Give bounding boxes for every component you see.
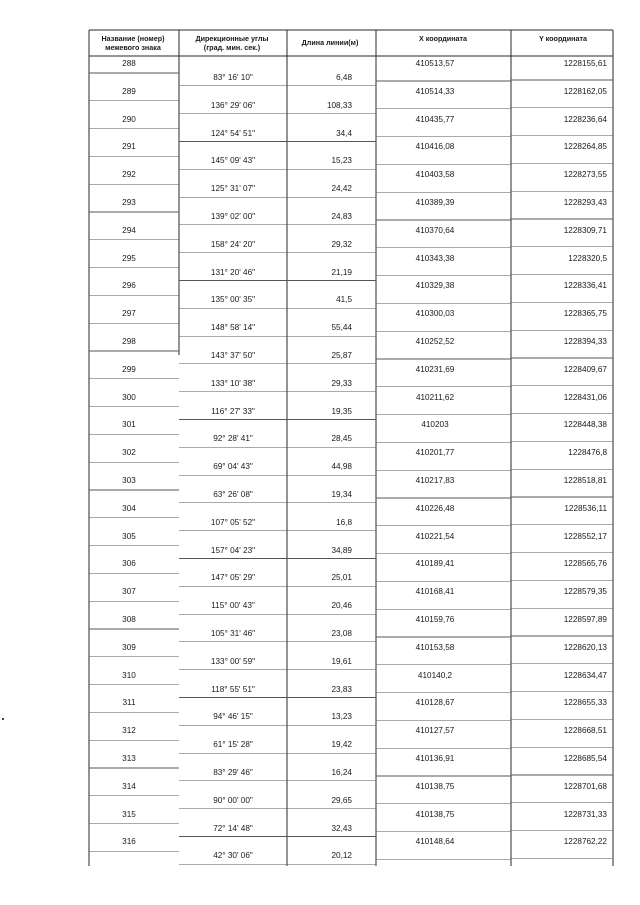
point-name: 304 bbox=[122, 503, 136, 513]
x-coordinate: 410159,76 bbox=[415, 615, 455, 624]
point-name: 295 bbox=[122, 253, 136, 263]
x-coordinate: 410148,64 bbox=[415, 837, 455, 847]
x-coordinate: 410153,58 bbox=[415, 642, 455, 652]
header-line-length: Длина линии(м) bbox=[301, 38, 359, 47]
x-coordinate: 410389,39 bbox=[415, 198, 455, 207]
line-length: 41,5 bbox=[336, 295, 352, 305]
direction-angle: 125° 31' 07" bbox=[210, 184, 256, 194]
point-name: 290 bbox=[122, 114, 136, 124]
y-coordinate: 1228336,41 bbox=[563, 281, 607, 291]
header-direction-angle: Дирекционные углы (град. мин. сек.) bbox=[195, 34, 269, 52]
direction-angle: 107° 05' 52" bbox=[210, 517, 256, 527]
direction-angle: 131° 20' 46" bbox=[210, 267, 256, 277]
point-name: 296 bbox=[122, 281, 136, 291]
direction-angle: 139° 02' 00" bbox=[210, 211, 256, 221]
y-coordinate: 1228273,55 bbox=[563, 170, 607, 180]
x-coordinate: 410217,83 bbox=[415, 476, 455, 485]
y-coordinate: 1228264,85 bbox=[563, 142, 607, 152]
y-coordinate: 1228293,43 bbox=[563, 198, 607, 207]
x-coordinate: 410416,08 bbox=[415, 142, 455, 152]
line-length: 23,08 bbox=[331, 628, 352, 638]
x-coordinate: 410329,38 bbox=[415, 281, 455, 291]
y-coordinate: 1228668,51 bbox=[563, 726, 607, 736]
point-name: 293 bbox=[122, 198, 136, 207]
line-length: 19,42 bbox=[331, 740, 352, 750]
point-name: 291 bbox=[122, 142, 136, 152]
x-coordinate: 410403,58 bbox=[415, 170, 455, 180]
point-name: 310 bbox=[122, 670, 136, 680]
x-coordinate: 410300,03 bbox=[415, 309, 455, 319]
y-coordinate: 1228155,61 bbox=[563, 59, 607, 68]
x-coordinate: 410343,38 bbox=[415, 253, 455, 263]
x-coordinate: 410226,48 bbox=[415, 503, 455, 513]
point-name: 316 bbox=[122, 837, 136, 847]
y-coordinate: 1228731,33 bbox=[563, 809, 607, 819]
x-coordinate: 410138,75 bbox=[415, 781, 455, 791]
point-name: 303 bbox=[122, 476, 136, 485]
line-length: 29,32 bbox=[331, 239, 352, 249]
y-coordinate: 1228365,75 bbox=[563, 309, 607, 319]
direction-angle: 124° 54' 51" bbox=[210, 128, 256, 138]
direction-angle: 136° 29' 06" bbox=[210, 100, 256, 110]
y-coordinate: 1228552,17 bbox=[563, 531, 607, 541]
direction-angle: 158° 24' 20" bbox=[210, 239, 256, 249]
y-coordinate: 1228762,22 bbox=[563, 837, 607, 847]
y-coordinate: 1228597,89 bbox=[563, 615, 607, 624]
point-name: 311 bbox=[122, 698, 136, 708]
x-coordinate: 410203 bbox=[421, 420, 449, 430]
x-coordinate: 410435,77 bbox=[415, 114, 455, 124]
header-point-name: Название (номер) межевого знака bbox=[101, 34, 165, 52]
y-coordinate: 1228320,5 bbox=[568, 253, 607, 263]
line-length: 34,89 bbox=[331, 545, 352, 555]
line-length: 44,98 bbox=[331, 462, 352, 472]
line-length: 6,48 bbox=[336, 72, 352, 82]
x-coordinate: 410140,2 bbox=[417, 670, 453, 680]
direction-angle: 63° 26' 08" bbox=[213, 489, 253, 499]
point-name: 298 bbox=[122, 337, 136, 346]
direction-angle: 148° 58' 14" bbox=[210, 323, 256, 333]
y-coordinate: 1228536,11 bbox=[564, 503, 607, 513]
point-name: 309 bbox=[122, 642, 136, 652]
point-name: 299 bbox=[122, 364, 136, 374]
direction-angle: 61° 15' 28" bbox=[213, 740, 253, 750]
point-name: 302 bbox=[122, 448, 136, 458]
point-name: 288 bbox=[122, 59, 136, 68]
x-coordinate: 410128,67 bbox=[415, 698, 455, 708]
point-name: 313 bbox=[122, 754, 136, 763]
x-coordinate: 410221,54 bbox=[415, 531, 455, 541]
direction-angle: 116° 27' 33" bbox=[211, 406, 255, 416]
y-coordinate: 1228476,8 bbox=[568, 448, 607, 458]
line-length: 13,23 bbox=[331, 712, 352, 722]
point-name: 297 bbox=[122, 309, 136, 319]
header-x-coordinate: X координата bbox=[418, 34, 468, 43]
x-coordinate: 410513,57 bbox=[415, 59, 455, 68]
point-name: 292 bbox=[122, 170, 136, 180]
y-coordinate: 1228236,64 bbox=[563, 114, 607, 124]
x-coordinate: 410211,62 bbox=[415, 392, 455, 402]
line-length: 16,8 bbox=[336, 517, 352, 527]
direction-angle: 72° 14' 48" bbox=[213, 823, 253, 833]
point-name: 312 bbox=[122, 726, 136, 736]
line-length: 15,23 bbox=[331, 156, 352, 166]
header-y-coordinate: Y координата bbox=[539, 34, 587, 43]
line-length: 16,24 bbox=[331, 767, 352, 777]
line-length: 19,34 bbox=[331, 489, 352, 499]
direction-angle: 83° 29' 46" bbox=[213, 767, 253, 777]
x-coordinate: 410370,64 bbox=[415, 225, 455, 235]
direction-angle: 42° 30' 06" bbox=[213, 851, 253, 861]
direction-angle: 133° 10' 38" bbox=[210, 378, 256, 388]
line-length: 25,87 bbox=[331, 350, 352, 360]
y-coordinate: 1228448,38 bbox=[563, 420, 607, 430]
y-coordinate: 1228162,05 bbox=[563, 86, 607, 96]
point-name: 314 bbox=[122, 781, 136, 791]
y-coordinate: 1228579,35 bbox=[563, 587, 607, 597]
y-coordinate: 1228431,06 bbox=[563, 392, 607, 402]
line-length: 29,33 bbox=[331, 378, 352, 388]
line-length: 29,65 bbox=[331, 795, 352, 805]
y-coordinate: 1228394,33 bbox=[563, 337, 607, 346]
x-coordinate: 410189,41 bbox=[415, 559, 455, 569]
y-coordinate: 1228634,47 bbox=[563, 670, 607, 680]
line-length: 34,4 bbox=[336, 128, 352, 138]
point-name: 306 bbox=[122, 559, 136, 569]
line-length: 55,44 bbox=[331, 323, 352, 333]
direction-angle: 135° 00' 35" bbox=[210, 295, 256, 305]
line-length: 24,42 bbox=[331, 184, 352, 194]
y-coordinate: 1228685,54 bbox=[563, 754, 607, 763]
line-length: 24,83 bbox=[331, 211, 352, 221]
point-name: 305 bbox=[122, 531, 136, 541]
x-coordinate: 410201,77 bbox=[415, 448, 455, 458]
y-coordinate: 1228565,76 bbox=[563, 559, 607, 569]
direction-angle: 92° 28' 41" bbox=[213, 434, 253, 444]
x-coordinate: 410514,33 bbox=[415, 86, 455, 96]
y-coordinate: 1228518,81 bbox=[563, 476, 607, 485]
y-coordinate: 1228409,67 bbox=[563, 364, 607, 374]
point-name: 308 bbox=[122, 615, 136, 624]
line-length: 21,19 bbox=[331, 267, 352, 277]
x-coordinate: 410138,75 bbox=[415, 809, 455, 819]
point-name: 300 bbox=[122, 392, 136, 402]
x-coordinate: 410231,69 bbox=[415, 364, 455, 374]
point-name: 315 bbox=[122, 809, 136, 819]
y-coordinate: 1228309,71 bbox=[563, 225, 607, 235]
line-length: 19,61 bbox=[331, 656, 352, 666]
direction-angle: 105° 31' 46" bbox=[210, 628, 256, 638]
line-length: 23,83 bbox=[331, 684, 352, 694]
direction-angle: 94° 46' 15" bbox=[213, 712, 253, 722]
direction-angle: 145° 09' 43" bbox=[210, 156, 256, 166]
direction-angle: 157° 04' 23" bbox=[210, 545, 256, 555]
y-coordinate: 1228655,33 bbox=[563, 698, 607, 708]
y-coordinate: 1228620,13 bbox=[563, 642, 607, 652]
direction-angle: 90° 00' 00" bbox=[213, 795, 253, 805]
direction-angle: 133° 00' 59" bbox=[210, 656, 256, 666]
direction-angle: 143° 37' 50" bbox=[210, 350, 256, 360]
x-coordinate: 410252,52 bbox=[415, 337, 455, 346]
point-name: 301 bbox=[122, 420, 136, 430]
point-name: 307 bbox=[122, 587, 136, 597]
point-name: 294 bbox=[122, 225, 136, 235]
line-length: 20,12 bbox=[331, 851, 352, 861]
direction-angle: 147° 05' 29" bbox=[210, 573, 256, 583]
line-length: 19,35 bbox=[331, 406, 352, 416]
direction-angle: 118° 55' 51" bbox=[211, 684, 255, 694]
line-length: 25,01 bbox=[331, 573, 352, 583]
y-coordinate: 1228701,68 bbox=[563, 781, 607, 791]
direction-angle: 83° 16' 10" bbox=[213, 72, 253, 82]
x-coordinate: 410127,57 bbox=[415, 726, 455, 736]
direction-angle: 69° 04' 43" bbox=[213, 462, 253, 472]
line-length: 20,46 bbox=[331, 601, 352, 611]
x-coordinate: 410168,41 bbox=[415, 587, 455, 597]
x-coordinate: 410136,91 bbox=[415, 754, 455, 763]
line-length: 32,43 bbox=[331, 823, 352, 833]
direction-angle: 115° 00' 43" bbox=[211, 601, 255, 611]
line-length: 108,33 bbox=[326, 100, 352, 110]
margin-mark bbox=[2, 718, 4, 720]
point-name: 289 bbox=[122, 86, 136, 96]
line-length: 28,45 bbox=[331, 434, 352, 444]
